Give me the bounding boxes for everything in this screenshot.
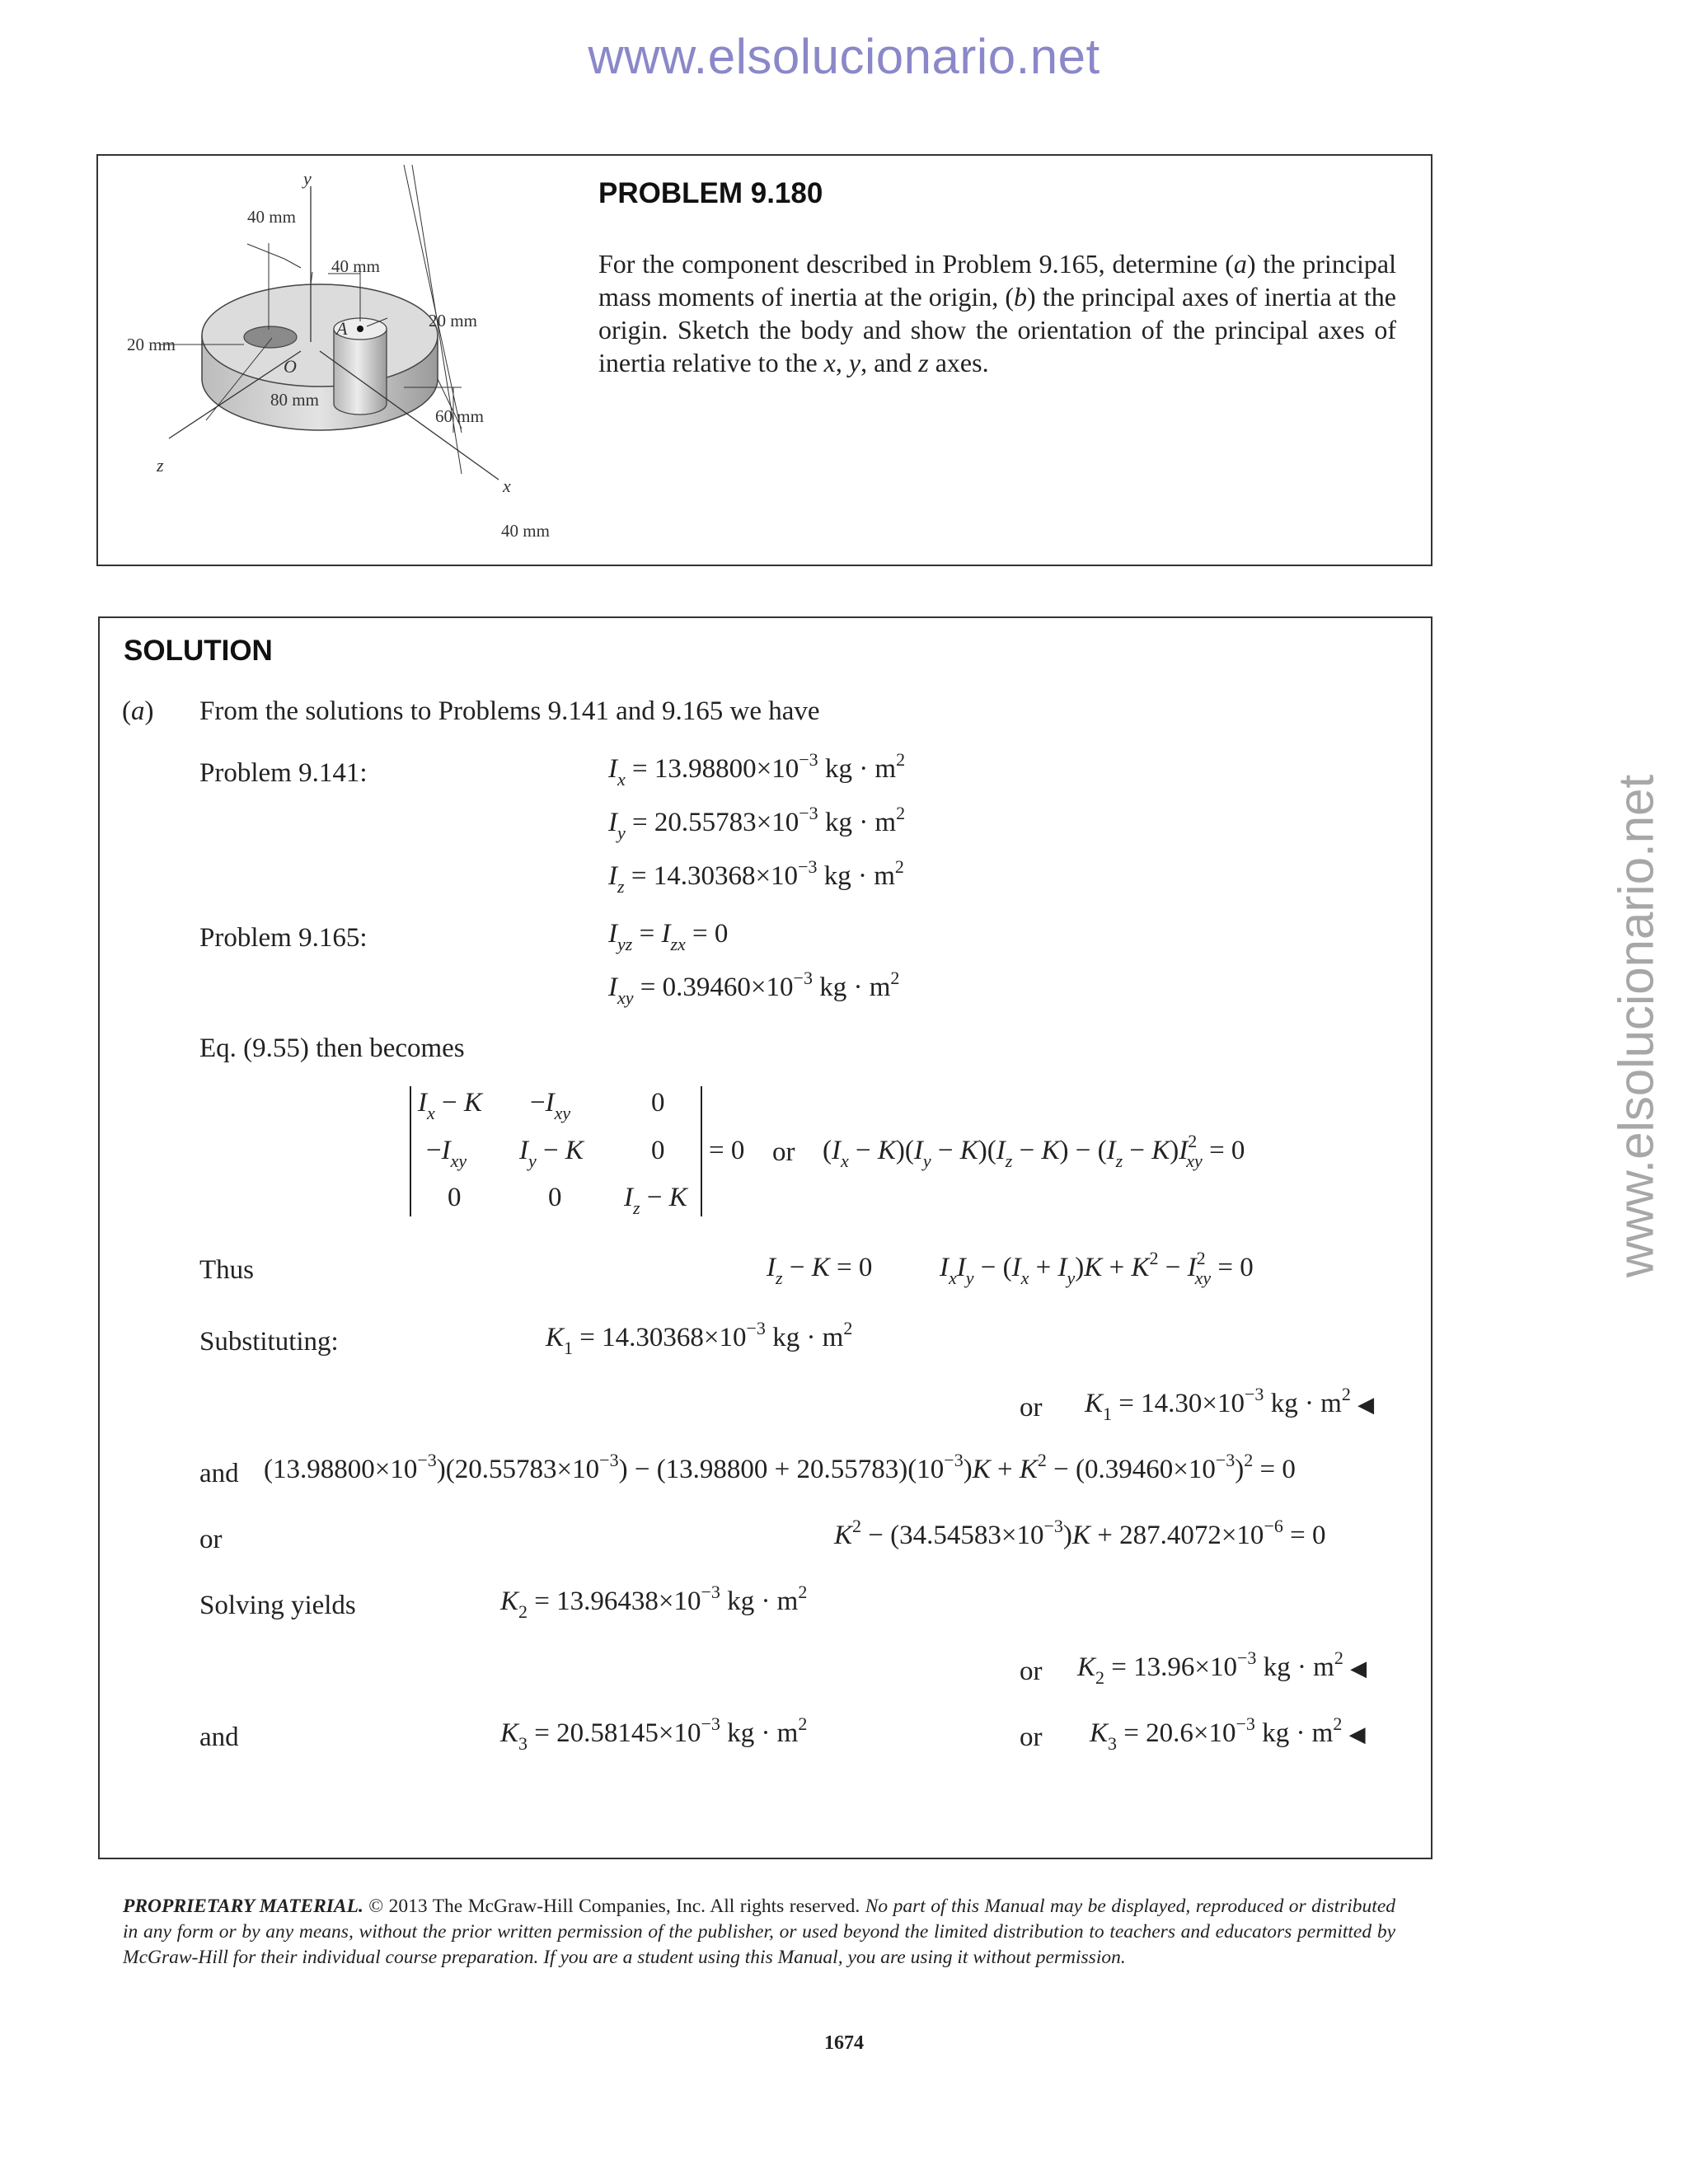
or-k3: or — [1020, 1722, 1043, 1752]
substituting-text: Substituting: — [199, 1327, 339, 1357]
det-r1c3: 0 — [651, 1088, 665, 1118]
point-label-o: O — [284, 356, 297, 377]
copyright-footer: PROPRIETARY MATERIAL. © 2013 The McGraw-Hill Companies, Inc. All rights reserved. No part of this Manual may be displayed, reproduced or distributed in any form or by any means, without the prior written permission of the publisher, or used beyond the limited distribution to teachers and educators permitted by McGraw-Hill for their individual course preparation. If you are a student using this Manual, you are using it without permission. — [123, 1896, 1396, 1968]
eq-quadratic-numeric: $(13.98800\times 10^{-3})(20.55783\times 10^{-3}) - (13.98800 + 20.55783)(10^{-3})K + K^2 - (0.39460\times 10^{-3})^2 = 0$ — [264, 1450, 1296, 1484]
or-after-determinant: or — [772, 1137, 795, 1167]
eq-quadratic-simplified: $K^2 - (34.54583\times 10^{-3})K + 287.4072\times 10^{-6} = 0$ — [834, 1516, 1326, 1550]
eq-k3: $K_3 = 20.58145\times 10^{-3}$ kg · $m^2$ — [500, 1713, 808, 1754]
or-k2: or — [1020, 1657, 1043, 1686]
dim-40mm-bottom: 40 mm — [501, 521, 550, 541]
label-problem-9-165: Problem 9.165: — [199, 923, 368, 953]
hole — [244, 326, 297, 348]
watermark-top: www.elsolucionario.net — [588, 29, 1100, 84]
eq-ix: $I_x = 13.98800\times 10^{-3}$ kg · $m^2$ — [608, 749, 906, 790]
eq-ixy: $I_{xy} = 0.39460\times 10^{-3}$ kg · $m^2$ — [608, 968, 900, 1008]
dim-20mm-right: 20 mm — [429, 311, 477, 330]
eq-iy: $I_y = 20.55783\times 10^{-3}$ kg · $m^2$ — [608, 803, 906, 843]
determinant-right-bar — [701, 1086, 702, 1216]
solving-yields-text: Solving yields — [199, 1591, 356, 1620]
point-label-a: A — [336, 318, 348, 339]
det-r3c3: $I_z - K$ — [624, 1183, 687, 1218]
dim-80mm: 80 mm — [270, 390, 319, 410]
dim-40mm-middle: 40 mm — [331, 256, 380, 276]
det-r2c1: $-I_{xy}$ — [426, 1136, 467, 1171]
det-r3c1: 0 — [448, 1183, 462, 1212]
label-problem-9-141: Problem 9.141: — [199, 758, 368, 788]
det-r1c1: $I_x - K$ — [418, 1088, 482, 1123]
determinant-left-bar — [410, 1086, 411, 1216]
problem-title: PROBLEM 9.180 — [598, 177, 823, 209]
answer-k2: $K_2 = 13.96\times 10^{-3}$ kg · $m^2$ ◀ — [1077, 1647, 1367, 1688]
eq-iz-minus-k: $I_z - K = 0$ — [767, 1253, 873, 1288]
eq-iz: $I_z = 14.30368\times 10^{-3}$ kg · $m^2$ — [608, 856, 904, 897]
eq-intro: Eq. (9.55) then becomes — [199, 1033, 465, 1063]
and-text-1: and — [199, 1459, 239, 1488]
axis-label-y: y — [303, 168, 312, 189]
det-r2c3: 0 — [651, 1136, 665, 1165]
problem-statement: For the component described in Problem 9.165, determine (a) the principal mass moments of inertia at the origin, (b) the principal axes of inertia at the origin. Sketch the body and show the orientation of the principal axes of inertia relative to the x, y, and z axes. — [598, 249, 1397, 377]
component-figure — [115, 165, 577, 552]
det-equals-zero: = 0 — [709, 1136, 745, 1165]
answer-k1: $K_1 = 14.30\times 10^{-3}$ kg · $m^2$ ◀ — [1085, 1384, 1375, 1424]
axis-label-x: x — [503, 476, 511, 496]
det-r1c2: $-I_{xy}$ — [530, 1088, 571, 1123]
dim-40mm-top: 40 mm — [247, 207, 296, 227]
eq-iyz-izx: $I_{yz} = I_{zx} = 0$ — [608, 919, 729, 954]
thus-text: Thus — [199, 1255, 254, 1285]
cylinder — [334, 329, 387, 415]
eq-k2: $K_2 = 13.96438\times 10^{-3}$ kg · $m^2$ — [500, 1582, 808, 1622]
axis-label-z: z — [157, 455, 164, 476]
dim-60mm: 60 mm — [435, 406, 484, 426]
eq-k1: $K_1 = 14.30368\times 10^{-3}$ kg · $m^2$ — [546, 1318, 853, 1358]
or-text-quadratic: or — [199, 1525, 223, 1554]
dim-20mm-left: 20 mm — [127, 335, 176, 354]
det-r3c2: 0 — [548, 1183, 562, 1212]
and-text-2: and — [199, 1722, 239, 1752]
eq-quadratic-symbolic: $I_xI_y - (I_x + I_y)K + K^2 - I^2_{xy} = 0$ — [940, 1248, 1254, 1288]
disk-top — [202, 284, 438, 387]
det-r2c2: $I_y - K$ — [519, 1136, 584, 1171]
watermark-side: www.elsolucionario.net — [1608, 774, 1664, 1278]
page-number: 1674 — [824, 2032, 864, 2054]
answer-k3: $K_3 = 20.6\times 10^{-3}$ kg · $m^2$ ◀ — [1090, 1713, 1366, 1754]
eq-characteristic-expanded: $(I_x - K)(I_y - K)(I_z - K) - (I_z - K)I^2_{xy} = 0$ — [823, 1131, 1245, 1171]
intro-text: From the solutions to Problems 9.141 and 9.165 we have — [199, 696, 820, 726]
or-k1: or — [1020, 1393, 1043, 1422]
solution-title: SOLUTION — [124, 635, 273, 667]
point-a-dot — [357, 326, 363, 332]
part-a-label: (a) — [122, 696, 154, 726]
